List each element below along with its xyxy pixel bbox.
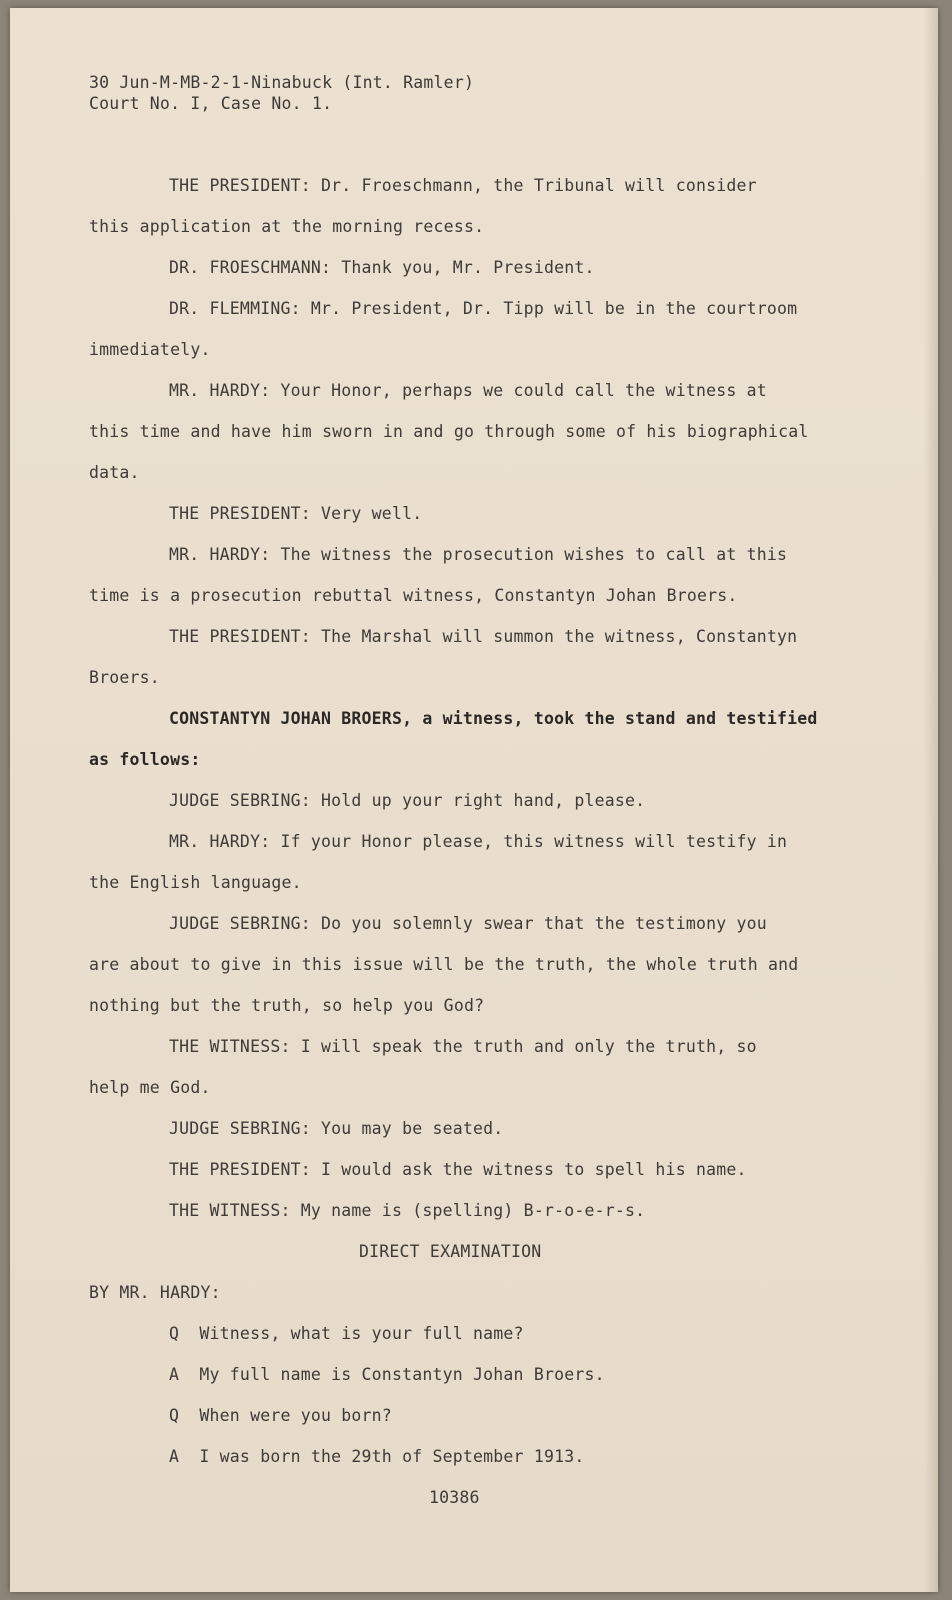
- transcript-line: THE PRESIDENT: Dr. Froeschmann, the Tribunal will consider: [169, 176, 757, 195]
- transcript-line: JUDGE SEBRING: Hold up your right hand, please.: [169, 791, 646, 810]
- transcript-line: CONSTANTYN JOHAN BROERS, a witness, took the stand and testified: [169, 709, 818, 728]
- transcript-line: nothing but the truth, so help you God?: [89, 996, 485, 1015]
- transcript-line: are about to give in this issue will be the truth, the whole truth and: [89, 955, 799, 974]
- header-line-2: Court No. I, Case No. 1.: [89, 94, 333, 113]
- transcript-line: Broers.: [89, 668, 160, 687]
- transcript-line: this time and have him sworn in and go through some of his biographical: [89, 422, 809, 441]
- transcript-line: help me God.: [89, 1078, 211, 1097]
- transcript-line: THE PRESIDENT: Very well.: [169, 504, 423, 523]
- transcript-line: JUDGE SEBRING: Do you solemnly swear that the testimony you: [169, 914, 767, 933]
- header-line-1: 30 Jun-M-MB-2-1-Ninabuck (Int. Ramler): [89, 73, 475, 92]
- transcript-line: MR. HARDY: Your Honor, perhaps we could call the witness at: [169, 381, 767, 400]
- section-heading: DIRECT EXAMINATION: [359, 1242, 542, 1261]
- transcript-line: this application at the morning recess.: [89, 217, 485, 236]
- transcript-line: THE WITNESS: I will speak the truth and only the truth, so: [169, 1037, 757, 1056]
- document-page: [10, 8, 938, 1592]
- transcript-line: time is a prosecution rebuttal witness, Constantyn Johan Broers.: [89, 586, 738, 605]
- transcript-line: THE WITNESS: My name is (spelling) B-r-o-e-r-s.: [169, 1201, 646, 1220]
- transcript-line: data.: [89, 463, 140, 482]
- transcript-line: MR. HARDY: The witness the prosecution wishes to call at this: [169, 545, 788, 564]
- transcript-line: the English language.: [89, 873, 302, 892]
- transcript-line: THE PRESIDENT: I would ask the witness to spell his name.: [169, 1160, 747, 1179]
- question-line: Q When were you born?: [169, 1406, 392, 1425]
- answer-line: A My full name is Constantyn Johan Broers.: [169, 1365, 605, 1384]
- transcript-line: THE PRESIDENT: The Marshal will summon the witness, Constantyn: [169, 627, 798, 646]
- transcript-line: JUDGE SEBRING: You may be seated.: [169, 1119, 504, 1138]
- page-number: 10386: [429, 1488, 480, 1507]
- question-line: Q Witness, what is your full name?: [169, 1324, 524, 1343]
- answer-line: A I was born the 29th of September 1913.: [169, 1447, 585, 1466]
- transcript-line: as follows:: [89, 750, 201, 769]
- transcript-line: DR. FLEMMING: Mr. President, Dr. Tipp will be in the courtroom: [169, 299, 798, 318]
- examiner-label: BY MR. HARDY:: [89, 1283, 221, 1302]
- transcript-line: MR. HARDY: If your Honor please, this witness will testify in: [169, 832, 788, 851]
- transcript-line: immediately.: [89, 340, 211, 359]
- transcript-line: DR. FROESCHMANN: Thank you, Mr. President.: [169, 258, 595, 277]
